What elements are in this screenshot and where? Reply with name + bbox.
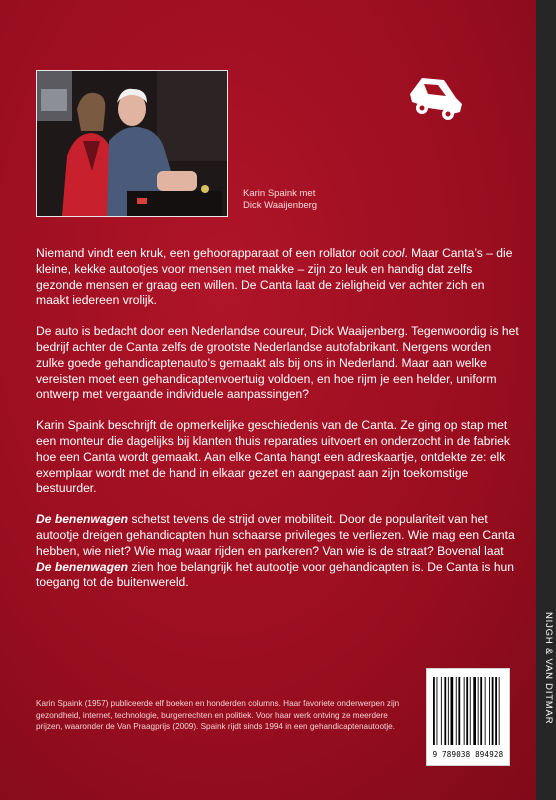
barcode-bar xyxy=(492,677,494,745)
paragraph-4-middle: schetst tevens de strijd over mobiliteit. Door de populariteit van het autootje dreigen gehandicapten hun schaarse privileges te verliezen. Wie mag een Canta hebben, wie niet? Wie mag waar rijden en parkeren? Van wie is de straat? Bovenal laat xyxy=(36,512,515,558)
barcode-bar xyxy=(448,677,449,745)
paragraph-3: Karin Spaink beschrijft de opmerkelijke geschiedenis van de Canta. Ze ging op stap met een monteur die dagelijks bij klanten thuis reparaties uitvoert en onderzocht in de fabriek hoe een Canta wordt gemaakt. Aan elke Canta hangt een adreskaartje, ontdekte ze: elk exemplaar wordt met de hand in elkaar gezet en aangepast aan zijn toekomstige bestuurder. xyxy=(36,418,510,496)
author-bio: Karin Spaink (1957) publiceerde elf boeken en honderden columns. Haar favoriete onderwerpen zijn gezondheid, internet, technologie, burgerrechten en politiek. Voor haar werk ontving ze meerdere prijzen, waaronder de Van Praagprijs (2009). Spaink rijdt sinds 1994 in een gehandicaptenautootje. xyxy=(36,699,400,731)
barcode-bar xyxy=(470,677,471,745)
paragraph-4 xyxy=(36,512,520,591)
isbn-digits: 9 789038 894928 xyxy=(432,750,504,759)
paragraph-1-start: Niemand vindt een kruk, een gehoorapparaat of een rollator ooit xyxy=(36,246,383,260)
barcode-bar xyxy=(441,677,442,745)
barcode-bar xyxy=(464,677,465,745)
barcode-bar xyxy=(444,677,446,745)
paragraph-2: De auto is bedacht door een Nederlandse coureur, Dick Waaijenberg. Tegenwoordig is het bedrijf achter de Canta zelfs de grootste Nederlandse autofabrikant. Nergens worden zulke goede gehandicaptenauto’s gemaakt als bij ons in Nederland. Maar aan welke vereisten moet een gehandicaptenvoertuig voldoen, en hoe rijm je een helder, uniform ontwerp met vergaande individuele aanpassingen? xyxy=(36,324,519,402)
paragraph-1-end: . Maar Canta’s – die kleine, kekke autootjes voor mensen met makke – zijn zo leuk en handig dat zelfs gezonde mensen er graag een willen. De Canta laat de zieligheid ver achter zich en maakt iedereen vrolijk. xyxy=(36,246,513,308)
paragraph-4-end: zien hoe belangrijk het autootje voor gehandicapten is. De Canta is hun toegang tot de buitenwereld. xyxy=(36,559,514,590)
barcode-bar xyxy=(433,677,435,745)
emphasis-cool: cool xyxy=(382,246,405,260)
caption-line-2: Dick Waaijenberg xyxy=(243,200,318,211)
publisher-name: NIJGH & VAN DITMAR xyxy=(543,612,554,725)
barcode-bar xyxy=(466,677,468,745)
photo-caption xyxy=(243,188,383,212)
barcode-bar xyxy=(456,677,457,745)
barcode-bar xyxy=(499,677,500,745)
barcode-bar xyxy=(485,677,486,745)
barcode-bar xyxy=(451,677,454,745)
caption-line-1: Karin Spaink met xyxy=(243,188,316,199)
book-title-emphasis-1: De benenwagen xyxy=(36,512,129,527)
barcode-bar xyxy=(478,677,479,745)
barcode-bar xyxy=(489,677,490,745)
barcode-bar xyxy=(473,677,476,745)
isbn-barcode xyxy=(426,668,510,766)
barcode-bar xyxy=(495,677,497,745)
author-photo xyxy=(36,70,228,217)
barcode-bar xyxy=(480,677,482,745)
canta-car-logo-icon xyxy=(404,68,466,130)
back-cover-text xyxy=(36,246,520,606)
barcode-bar xyxy=(437,677,438,745)
book-title-emphasis-2: De benenwagen xyxy=(36,559,129,574)
paragraph-1 xyxy=(36,246,520,309)
barcode-bar xyxy=(458,677,460,745)
